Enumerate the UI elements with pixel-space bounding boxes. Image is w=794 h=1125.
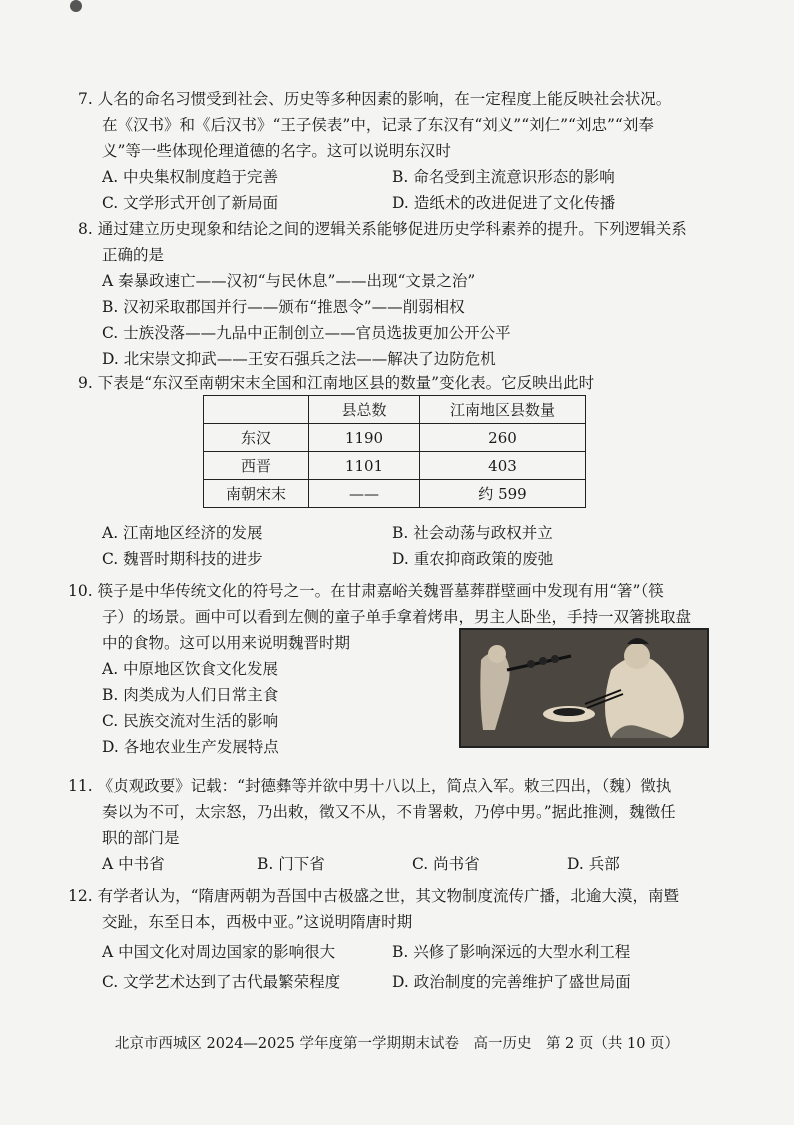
table-row (204, 480, 586, 508)
table-cell: 403 (420, 452, 586, 480)
option-a[interactable]: A 中书省 (102, 855, 165, 873)
option-d[interactable]: D. 各地农业生产发展特点 (102, 738, 279, 756)
question-number: 12. (68, 887, 93, 905)
question-stem-line: 在《汉书》和《后汉书》“王子侯表”中，记录了东汉有“刘义”“刘仁”“刘忠”“刘奉 (102, 116, 654, 134)
option-c[interactable]: C. 尚书省 (412, 855, 480, 873)
table-cell: 西晋 (204, 452, 309, 480)
option-c[interactable]: C. 魏晋时期科技的进步 (102, 550, 263, 568)
option-b[interactable]: B. 肉类成为人们日常主食 (102, 686, 279, 704)
question-stem-line: 有学者认为，“隋唐两朝为吾国中古极盛之世，其文物制度流传广播，北逾大漠，南暨 (97, 887, 680, 905)
option-c[interactable]: C. 民族交流对生活的影响 (102, 712, 279, 730)
option-b[interactable]: B. 社会动荡与政权并立 (392, 524, 553, 542)
option-d[interactable]: D. 重农抑商政策的废弛 (392, 550, 554, 568)
question-12 (68, 883, 718, 995)
question-stem-line: 子）的场景。画中可以看到左侧的童子单手拿着烤串，男主人卧坐，手持一双箸挑取盘 (102, 608, 692, 626)
question-stem-line: 下表是“东汉至南朝宋末全国和江南地区县的数量”变化表。它反映出此时 (97, 374, 595, 392)
question-8 (78, 216, 718, 372)
question-stem-line: 《贞观政要》记载：“封德彝等并欲中男十八以上，简点入军。敕三四出，（魏）徵执 (97, 777, 672, 795)
question-stem-line: 人名的命名习惯受到社会、历史等多种因素的影响，在一定程度上能反映社会状况。 (97, 90, 672, 108)
question-stem-line: 通过建立历史现象和结论之间的逻辑关系能够促进历史学科素养的提升。下列逻辑关系 (97, 220, 687, 238)
question-11 (68, 773, 718, 877)
table-cell: 东汉 (204, 424, 309, 452)
question-stem-line: 中的食物。这可以用来说明魏晋时期 (102, 634, 351, 652)
question-9-options (78, 520, 718, 572)
mural-illustration (461, 630, 707, 746)
option-a[interactable]: A. 江南地区经济的发展 (102, 524, 263, 542)
question-stem-line: 筷子是中华传统文化的符号之一。在甘肃嘉峪关魏晋墓葬群壁画中发现有用“箸”（筷 (97, 582, 664, 600)
question-stem-line: 奏以为不可，太宗怒，乃出敕，徵又不从，不肯署敕，乃停中男。”据此推测，魏徵任 (102, 803, 676, 821)
question-9 (78, 370, 718, 396)
county-count-table (203, 395, 586, 508)
question-number: 7. (78, 90, 93, 108)
table-cell: 1190 (309, 424, 420, 452)
question-number: 9. (78, 374, 93, 392)
table-cell: 260 (420, 424, 586, 452)
option-d[interactable]: D. 造纸术的改进促进了文化传播 (392, 194, 616, 212)
punch-hole-mark (70, 0, 82, 12)
table-header: 县总数 (309, 396, 420, 424)
question-stem-line: 交趾，东至日本，西极中亚。”这说明隋唐时期 (102, 913, 413, 931)
option-a[interactable]: A 中国文化对周边国家的影响很大 (102, 943, 336, 961)
option-c[interactable]: C. 文学艺术达到了古代最繁荣程度 (102, 973, 341, 991)
option-a[interactable]: A. 中原地区饮食文化发展 (102, 660, 279, 678)
table-cell: —— (309, 480, 420, 508)
table-cell: 南朝宋末 (204, 480, 309, 508)
option-d[interactable]: D. 北宋崇文抑武——王安石强兵之法——解决了边防危机 (102, 350, 496, 368)
question-stem-line: 正确的是 (102, 246, 165, 264)
question-stem-line: 职的部门是 (102, 829, 180, 847)
table-header-row (204, 396, 586, 424)
table-header (204, 396, 309, 424)
option-d[interactable]: D. 政治制度的完善维护了盛世局面 (392, 973, 631, 991)
option-a[interactable]: A 秦暴政速亡——汉初“与民休息”——出现“文景之治” (102, 272, 476, 290)
table-cell: 约 599 (420, 480, 586, 508)
option-c[interactable]: C. 士族没落——九品中正制创立——官员选拔更加公开公平 (102, 324, 511, 342)
question-number: 10. (68, 582, 93, 600)
option-d[interactable]: D. 兵部 (567, 855, 620, 873)
question-number: 11. (68, 777, 93, 795)
question-number: 8. (78, 220, 93, 238)
option-b[interactable]: B. 汉初采取郡国并行——颁布“推恩令”——削弱相权 (102, 298, 465, 316)
option-a[interactable]: A. 中央集权制度趋于完善 (102, 168, 279, 186)
page-footer: 北京市西城区 2024—2025 学年度第一学期期末试卷 高一历史 第 2 页（共 10 页） (114, 1036, 680, 1052)
table-cell: 1101 (309, 452, 420, 480)
option-b[interactable]: B. 兴修了影响深远的大型水利工程 (392, 943, 631, 961)
question-stem-line: 义”等一些体现伦理道德的名字。这可以说明东汉时 (102, 142, 451, 160)
option-b[interactable]: B. 门下省 (257, 855, 325, 873)
tomb-mural-image (459, 628, 709, 748)
table-row (204, 424, 586, 452)
table-header: 江南地区县数量 (420, 396, 586, 424)
question-7 (78, 86, 718, 216)
option-b[interactable]: B. 命名受到主流意识形态的影响 (392, 168, 615, 186)
option-c[interactable]: C. 文学形式开创了新局面 (102, 194, 279, 212)
table-row (204, 452, 586, 480)
